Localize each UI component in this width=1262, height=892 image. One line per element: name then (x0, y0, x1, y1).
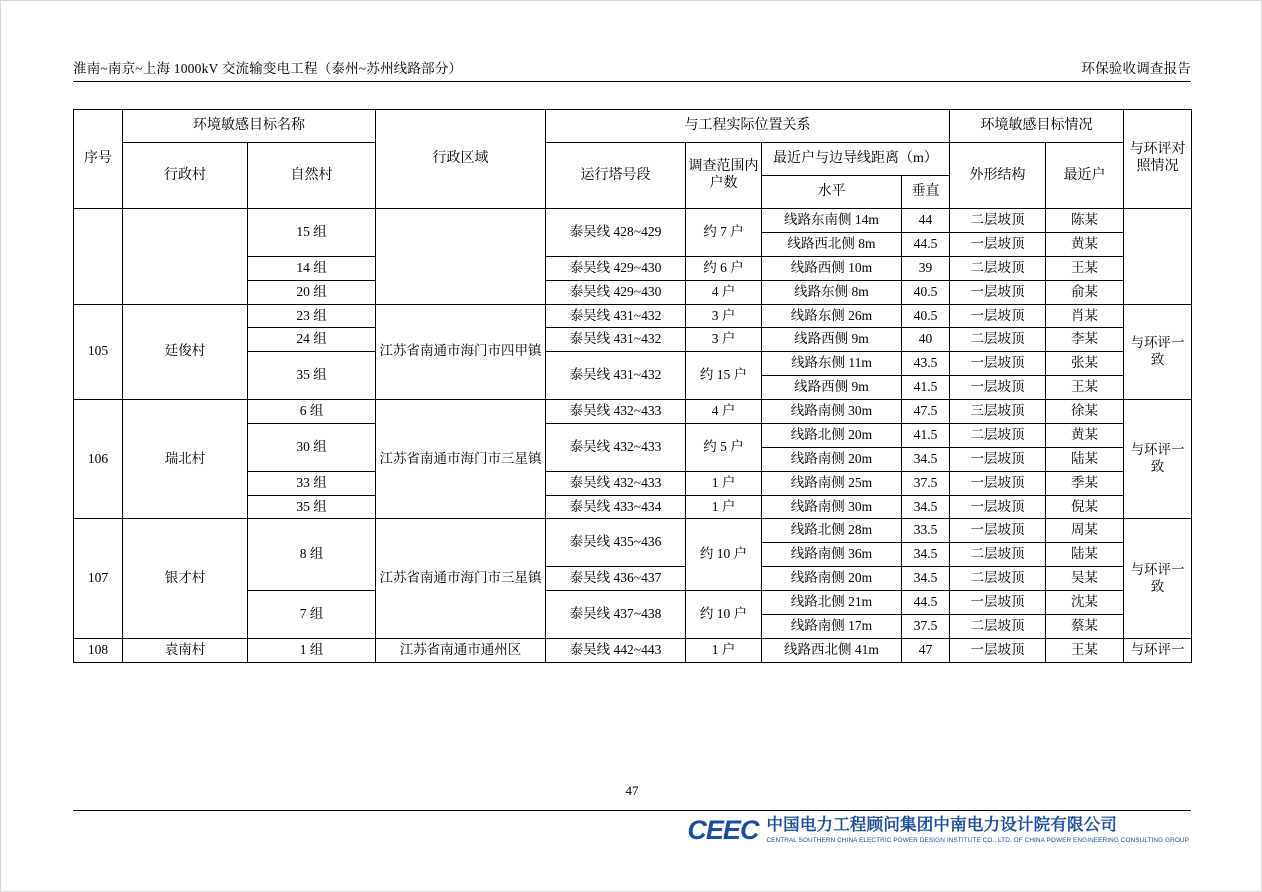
cell-tower-section: 泰吴线 432~433 (546, 471, 686, 495)
th-region: 行政区域 (376, 110, 546, 209)
cell-tower-section: 泰吴线 431~432 (546, 328, 686, 352)
cell-natural-village: 1 组 (248, 638, 376, 662)
cell-nearest-household: 沈某 (1046, 591, 1124, 615)
cell-structure: 一层坡顶 (950, 376, 1046, 400)
page-number: 47 (625, 783, 639, 798)
cell-structure: 二层坡顶 (950, 614, 1046, 638)
cell-horizontal: 线路南侧 17m (762, 614, 902, 638)
cell-household-count: 3 户 (686, 328, 762, 352)
cell-vertical: 39 (902, 256, 950, 280)
cell-vertical: 41.5 (902, 423, 950, 447)
th-compare: 与环评对照情况 (1124, 110, 1192, 209)
cell-compare: 与环评一致 (1124, 304, 1192, 400)
cell-structure: 二层坡顶 (950, 423, 1046, 447)
th-vertical: 垂直 (902, 176, 950, 209)
cell-structure: 一层坡顶 (950, 352, 1046, 376)
cell-admin-village: 瑞北村 (123, 400, 248, 519)
cell-household-count: 1 户 (686, 495, 762, 519)
cell-nearest-household: 蔡某 (1046, 614, 1124, 638)
th-household-count: 调查范围内户数 (686, 143, 762, 209)
cell-region: 江苏省南通市海门市三星镇 (376, 400, 546, 519)
cell-natural-village: 15 组 (248, 209, 376, 257)
cell-structure: 一层坡顶 (950, 519, 1046, 543)
cell-structure: 一层坡顶 (950, 447, 1046, 471)
cell-nearest-household: 黄某 (1046, 232, 1124, 256)
cell-structure: 二层坡顶 (950, 567, 1046, 591)
cell-horizontal: 线路南侧 25m (762, 471, 902, 495)
cell-household-count: 1 户 (686, 638, 762, 662)
cell-compare: 与环评一致 (1124, 400, 1192, 519)
th-structure: 外形结构 (950, 143, 1046, 209)
th-tower-section: 运行塔号段 (546, 143, 686, 209)
th-sensitive-target-name: 环境敏感目标名称 (123, 110, 376, 143)
cell-natural-village: 14 组 (248, 256, 376, 280)
cell-horizontal: 线路东侧 26m (762, 304, 902, 328)
cell-household-count: 约 5 户 (686, 423, 762, 471)
cell-tower-section: 泰吴线 432~433 (546, 400, 686, 424)
cell-vertical: 44.5 (902, 232, 950, 256)
cell-household-count: 约 6 户 (686, 256, 762, 280)
ceec-logo-icon: CEEC (687, 814, 759, 845)
cell-nearest-household: 陈某 (1046, 209, 1124, 233)
cell-admin-village: 银才村 (123, 519, 248, 638)
cell-horizontal: 线路北侧 21m (762, 591, 902, 615)
cell-natural-village: 6 组 (248, 400, 376, 424)
cell-household-count: 约 10 户 (686, 591, 762, 639)
cell-vertical: 44 (902, 209, 950, 233)
cell-compare: 与环评一 (1124, 638, 1192, 662)
cell-horizontal: 线路东南侧 14m (762, 209, 902, 233)
cell-natural-village: 7 组 (248, 591, 376, 639)
cell-structure: 二层坡顶 (950, 209, 1046, 233)
cell-horizontal: 线路东侧 11m (762, 352, 902, 376)
cell-nearest-household: 周某 (1046, 519, 1124, 543)
cell-vertical: 47.5 (902, 400, 950, 424)
cell-vertical: 37.5 (902, 471, 950, 495)
cell-natural-village: 30 组 (248, 423, 376, 471)
cell-structure: 一层坡顶 (950, 638, 1046, 662)
cell-structure: 二层坡顶 (950, 543, 1046, 567)
table-row (74, 209, 1192, 233)
sensitive-target-table (73, 109, 1192, 663)
cell-tower-section: 泰吴线 433~434 (546, 495, 686, 519)
cell-nearest-household: 王某 (1046, 376, 1124, 400)
cell-natural-village: 35 组 (248, 352, 376, 400)
table-row (74, 304, 1192, 328)
cell-nearest-household: 陆某 (1046, 447, 1124, 471)
cell-structure: 一层坡顶 (950, 471, 1046, 495)
th-seq: 序号 (74, 110, 123, 209)
th-distance: 最近户与边导线距离（m） (762, 143, 950, 176)
cell-horizontal: 线路北侧 28m (762, 519, 902, 543)
cell-natural-village: 23 组 (248, 304, 376, 328)
cell-vertical: 47 (902, 638, 950, 662)
cell-natural-village: 33 组 (248, 471, 376, 495)
cell-horizontal: 线路西北侧 8m (762, 232, 902, 256)
cell-admin-village: 廷俊村 (123, 304, 248, 400)
cell-seq: 105 (74, 304, 123, 400)
cell-vertical: 37.5 (902, 614, 950, 638)
cell-vertical: 40.5 (902, 280, 950, 304)
th-horizontal: 水平 (762, 176, 902, 209)
cell-vertical: 34.5 (902, 495, 950, 519)
cell-natural-village: 35 组 (248, 495, 376, 519)
th-target-status: 环境敏感目标情况 (950, 110, 1124, 143)
th-relation: 与工程实际位置关系 (546, 110, 950, 143)
cell-horizontal: 线路西北侧 41m (762, 638, 902, 662)
table-header-row-1 (74, 110, 1192, 143)
cell-vertical: 44.5 (902, 591, 950, 615)
cell-vertical: 34.5 (902, 567, 950, 591)
cell-admin-village: 袁南村 (123, 638, 248, 662)
cell-compare: 与环评一致 (1124, 519, 1192, 638)
cell-seq: 106 (74, 400, 123, 519)
cell-nearest-household: 张某 (1046, 352, 1124, 376)
cell-vertical: 34.5 (902, 447, 950, 471)
cell-horizontal: 线路南侧 30m (762, 400, 902, 424)
cell-tower-section: 泰吴线 432~433 (546, 423, 686, 471)
cell-natural-village: 24 组 (248, 328, 376, 352)
cell-vertical: 40.5 (902, 304, 950, 328)
cell-tower-section: 泰吴线 431~432 (546, 352, 686, 400)
cell-natural-village: 20 组 (248, 280, 376, 304)
cell-nearest-household: 李某 (1046, 328, 1124, 352)
table-head (74, 110, 1192, 209)
cell-seq (74, 209, 123, 305)
cell-household-count: 约 15 户 (686, 352, 762, 400)
cell-nearest-household: 肖某 (1046, 304, 1124, 328)
cell-household-count: 约 7 户 (686, 209, 762, 257)
cell-tower-section: 泰吴线 442~443 (546, 638, 686, 662)
cell-horizontal: 线路西侧 9m (762, 328, 902, 352)
cell-structure: 一层坡顶 (950, 280, 1046, 304)
cell-horizontal: 线路南侧 20m (762, 567, 902, 591)
cell-nearest-household: 徐某 (1046, 400, 1124, 424)
cell-vertical: 40 (902, 328, 950, 352)
cell-tower-section: 泰吴线 436~437 (546, 567, 686, 591)
header-report-title: 环保验收调查报告 (1081, 61, 1191, 76)
cell-horizontal: 线路西侧 10m (762, 256, 902, 280)
cell-region: 江苏省南通市海门市三星镇 (376, 519, 546, 638)
cell-structure: 一层坡顶 (950, 495, 1046, 519)
cell-admin-village (123, 209, 248, 305)
company-name-cn: 中国电力工程顾问集团中南电力设计院有限公司 (766, 816, 1118, 834)
cell-natural-village: 8 组 (248, 519, 376, 591)
company-logo (687, 816, 1189, 844)
cell-nearest-household: 黄某 (1046, 423, 1124, 447)
cell-tower-section: 泰吴线 429~430 (546, 280, 686, 304)
cell-structure: 二层坡顶 (950, 256, 1046, 280)
sensitive-target-table-wrapper (73, 109, 1191, 663)
cell-structure: 三层坡顶 (950, 400, 1046, 424)
page-header (73, 57, 1191, 77)
cell-nearest-household: 吴某 (1046, 567, 1124, 591)
cell-tower-section: 泰吴线 435~436 (546, 519, 686, 567)
table-row (74, 638, 1192, 662)
cell-nearest-household: 陆某 (1046, 543, 1124, 567)
cell-seq: 107 (74, 519, 123, 638)
company-name-en: CENTRAL SOUTHERN CHINA ELECTRIC POWER DESIGN INSTITUTE CO., LTD. OF CHINA POWER ENGINEERING CONSULTING GROUP (766, 836, 1189, 844)
cell-tower-section: 泰吴线 429~430 (546, 256, 686, 280)
cell-horizontal: 线路南侧 30m (762, 495, 902, 519)
cell-nearest-household: 王某 (1046, 638, 1124, 662)
cell-horizontal: 线路南侧 20m (762, 447, 902, 471)
table-row (74, 400, 1192, 424)
cell-household-count: 1 户 (686, 471, 762, 495)
cell-structure: 二层坡顶 (950, 328, 1046, 352)
header-project-title: 淮南~南京~上海 1000kV 交流输变电工程（泰州~苏州线路部分） (73, 61, 463, 76)
cell-structure: 一层坡顶 (950, 304, 1046, 328)
company-name-block (766, 816, 1189, 844)
cell-nearest-household: 倪某 (1046, 495, 1124, 519)
cell-nearest-household: 王某 (1046, 256, 1124, 280)
cell-horizontal: 线路北侧 20m (762, 423, 902, 447)
cell-nearest-household: 俞某 (1046, 280, 1124, 304)
cell-structure: 一层坡顶 (950, 591, 1046, 615)
cell-vertical: 34.5 (902, 543, 950, 567)
cell-household-count: 4 户 (686, 280, 762, 304)
th-admin-village: 行政村 (123, 143, 248, 209)
header-divider (73, 81, 1191, 82)
cell-tower-section: 泰吴线 431~432 (546, 304, 686, 328)
cell-region: 江苏省南通市通州区 (376, 638, 546, 662)
cell-structure: 一层坡顶 (950, 232, 1046, 256)
cell-household-count: 3 户 (686, 304, 762, 328)
cell-tower-section: 泰吴线 428~429 (546, 209, 686, 257)
cell-region: 江苏省南通市海门市四甲镇 (376, 304, 546, 400)
cell-vertical: 33.5 (902, 519, 950, 543)
cell-horizontal: 线路南侧 36m (762, 543, 902, 567)
cell-region (376, 209, 546, 305)
cell-household-count: 约 10 户 (686, 519, 762, 591)
table-row (74, 519, 1192, 543)
cell-vertical: 43.5 (902, 352, 950, 376)
cell-nearest-household: 季某 (1046, 471, 1124, 495)
cell-compare (1124, 209, 1192, 305)
cell-horizontal: 线路东侧 8m (762, 280, 902, 304)
cell-horizontal: 线路西侧 9m (762, 376, 902, 400)
th-nearest-household: 最近户 (1046, 143, 1124, 209)
th-natural-village: 自然村 (248, 143, 376, 209)
cell-vertical: 41.5 (902, 376, 950, 400)
footer-divider (73, 810, 1191, 811)
cell-household-count: 4 户 (686, 400, 762, 424)
table-body (74, 209, 1192, 663)
cell-tower-section: 泰吴线 437~438 (546, 591, 686, 639)
cell-seq: 108 (74, 638, 123, 662)
